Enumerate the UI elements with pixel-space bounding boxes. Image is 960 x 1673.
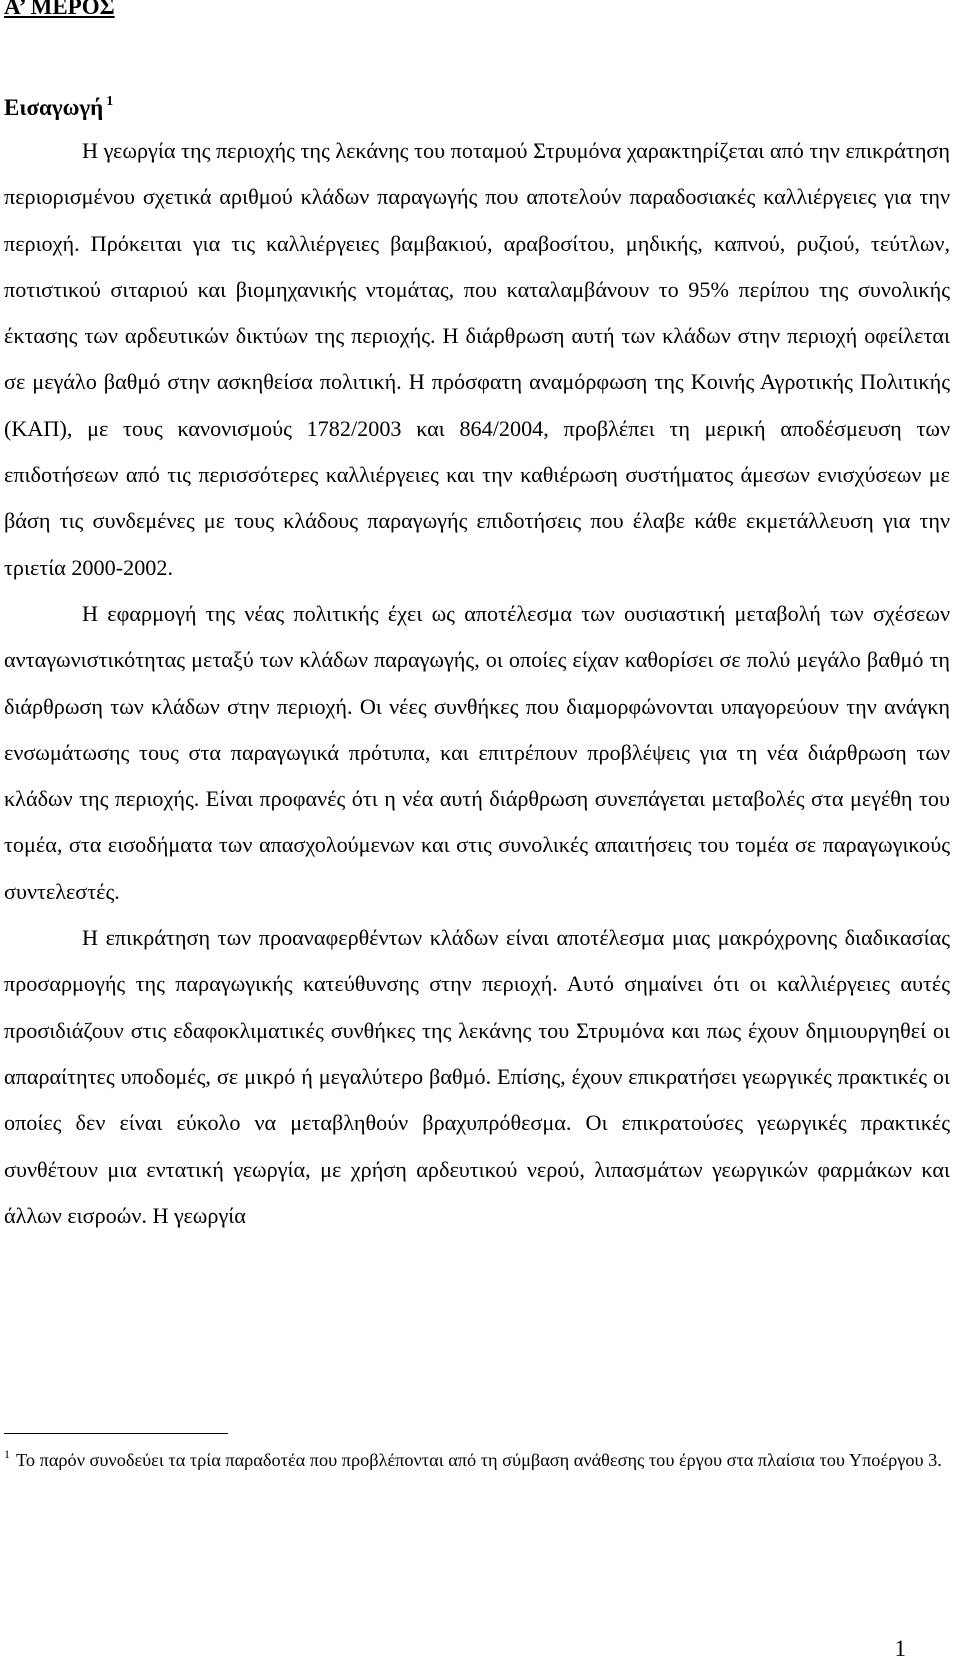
footnote-text: Το παρόν συνοδεύει τα τρία παραδοτέα που προβλέπονται από τη σύμβαση ανάθεσης του έργου στα πλαίσια του Υποέργου 3. xyxy=(16,1450,942,1470)
footnote xyxy=(4,1440,950,1475)
footnote-separator xyxy=(4,1433,228,1434)
part-title: Α’ ΜΕΡΟΣ xyxy=(4,0,115,19)
body-text xyxy=(4,128,950,1239)
section-title xyxy=(4,87,113,123)
footnote-reference[interactable]: 1 xyxy=(106,94,114,109)
section-title-text: Εισαγωγή xyxy=(4,95,104,120)
page-number: 1 xyxy=(894,1636,906,1661)
footnote-marker: 1 xyxy=(4,1447,10,1461)
paragraph-2: Η εφαρμογή της νέας πολιτικής έχει ως αποτέλεσμα των ουσιαστική μεταβολή των σχέσεων ανταγωνιστικότητας μεταξύ των κλάδων παραγωγής, οι οποίες είχαν καθορίσει σε πολύ μεγάλο βαθμό τη διάρθρωση των κλάδων στην περιοχή. Οι νέες συνθήκες που διαμορφώνονται υπαγορεύουν την ανάγκη ενσωμάτωσης τους στα παραγωγικά πρότυπα, και επιτρέπουν προβλέψεις για τη νέα διάρθρωση των κλάδων της περιοχής. Είναι προφανές ότι η νέα αυτή διάρθρωση συνεπάγεται μεταβολές στα μεγέθη του τομέα, στα εισοδήματα των απασχολούμενων και στις συνολικές απαιτήσεις του τομέα σε παραγωγικούς συντελεστές. xyxy=(4,600,950,904)
paragraph-3: Η επικράτηση των προαναφερθέντων κλάδων είναι αποτέλεσμα μιας μακρόχρονης διαδικασίας προσαρμογής της παραγωγικής κατεύθυνσης στην περιοχή. Αυτό σημαίνει ότι οι καλλιέργειες αυτές προσιδιάζουν στις εδαφοκλιματικές συνθήκες της λεκάνης του Στρυμόνα και πως έχουν δημιουργηθεί οι απαραίτητες υποδομές, σε μικρό ή μεγαλύτερο βαθμό. Επίσης, έχουν επικρατήσει γεωργικές πρακτικές οι οποίες δεν είναι εύκολο να μεταβληθούν βραχυπρόθεσμα. Οι επικρατούσες γεωργικές πρακτικές συνθέτουν μια εντατική γεωργία, με χρήση αρδευτικού νερού, λιπασμάτων γεωργικών φαρμάκων και άλλων εισροών. Η γεωργία xyxy=(4,925,950,1228)
paragraph-1: Η γεωργία της περιοχής της λεκάνης του ποταμού Στρυμόνα χαρακτηρίζεται από την επικράτηση περιορισμένου σχετικά αριθμού κλάδων παραγωγής που αποτελούν παραδοσιακές καλλιέργειες για την περιοχή. Πρόκειται για τις καλλιέργειες βαμβακιού, αραβοσίτου, μηδικής, καπνού, ρυζιού, τεύτλων, ποτιστικού σιταριού και βιομηχανικής ντομάτας, που καταλαμβάνουν το 95% περίπου της συνολικής έκτασης των αρδευτικών δικτύων της περιοχής. Η διάρθρωση αυτή των κλάδων στην περιοχή οφείλεται σε μεγάλο βαθμό στην ασκηθείσα πολιτική. Η πρόσφατη αναμόρφωση της Κοινής Αγροτικής Πολιτικής (ΚΑΠ), με τους κανονισμούς 1782/2003 και 864/2004, προβλέπει τη μερική αποδέσμευση των επιδοτήσεων από τις περισσότερες καλλιέργειες και την καθιέρωση συστήματος άμεσων ενισχύσεων με βάση τις συνδεμένες με τους κλάδους παραγωγής επιδοτήσεις που έλαβε κάθε εκμετάλλευση για την τριετία 2000-2002. xyxy=(4,138,950,580)
